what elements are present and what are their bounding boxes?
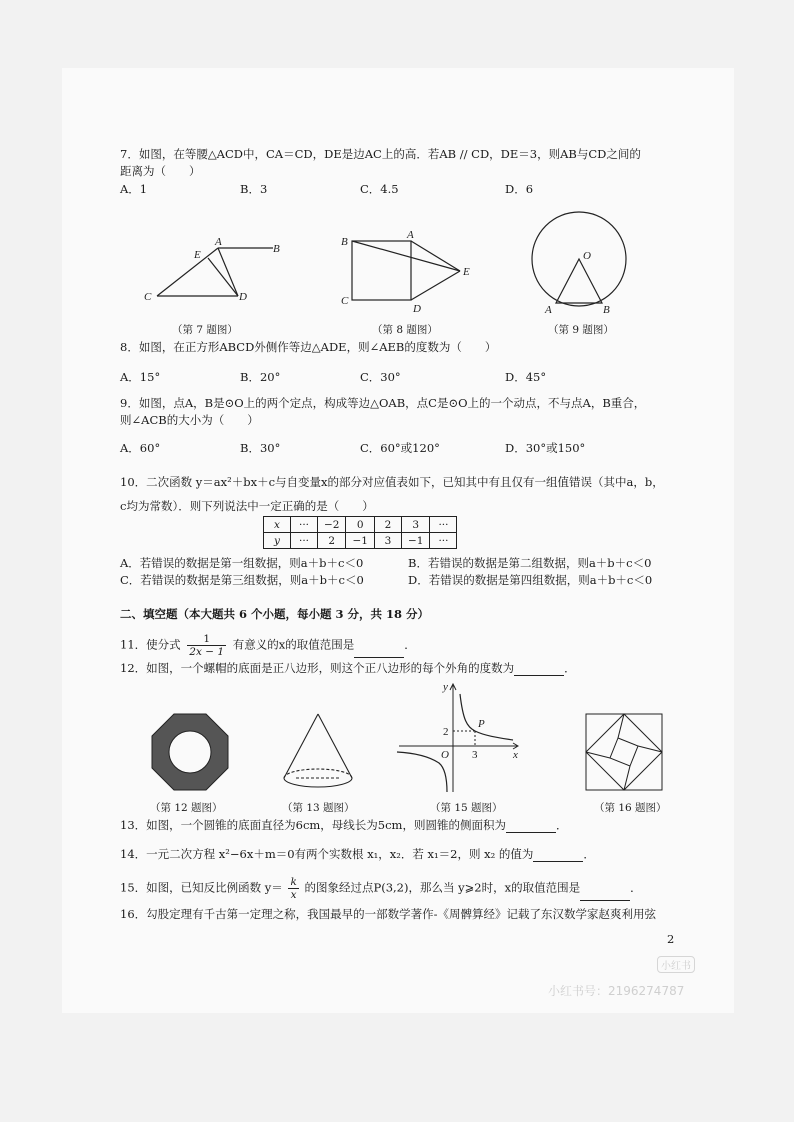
segment-be: [352, 241, 460, 271]
q9-option-c: C．60°或120°: [360, 441, 440, 455]
center-square: [610, 738, 638, 766]
q7-text-line2: 距离为（ ）: [120, 164, 201, 178]
q9-option-b: B．30°: [240, 441, 281, 455]
q10-option-b: B．若错误的数据是第二组数据，则a＋b＋c＜0: [408, 556, 652, 570]
inner-circle: [169, 731, 211, 773]
table-cell: 3: [374, 533, 401, 549]
table-cell: −1: [346, 533, 374, 549]
figure-15: [395, 680, 525, 798]
cone-base-front: [284, 778, 352, 787]
segment-ae: [411, 241, 460, 271]
q12-text: [120, 661, 576, 676]
q15-prefix: 15．如图，已知反比例函数 y＝: [120, 880, 283, 895]
q15-fraction: [288, 876, 298, 901]
q10-text-line1: 10．二次函数 y＝ax²＋bx＋c与自变量x的部分对应值表如下，已知其中有且仅有一组值错误（其中a，b，: [120, 475, 664, 489]
q13-body: 13．如图，一个圆锥的底面直径为6cm，母线长为5cm，则圆锥的侧面积为: [120, 818, 506, 832]
q11-fraction: [187, 633, 226, 658]
segment-de: [411, 271, 460, 300]
fig12-caption: （第 12 题图）: [150, 802, 223, 814]
table-cell: 3: [401, 517, 429, 533]
figure-13: [278, 710, 358, 796]
inner-square: [586, 714, 662, 790]
q8-option-b: B．20°: [240, 370, 281, 384]
q7-option-a: A．1: [120, 182, 148, 196]
q12-body: 12．如图，一个螺帽的底面是正八边形，则这个正八边形的每个外角的度数为: [120, 661, 515, 675]
fig15-label-2: 2: [443, 726, 449, 738]
q10-option-d: D．若错误的数据是第四组数据，则a＋b＋c＜0: [408, 573, 653, 587]
outer-square: [586, 714, 662, 790]
fig15-caption: （第 15 题图）: [430, 802, 503, 814]
fig9-label-o: O: [583, 250, 591, 262]
cone-base-back: [284, 769, 352, 778]
q8-option-a: A．15°: [120, 370, 161, 384]
table-cell: 2: [374, 517, 401, 533]
q12-answer-blank[interactable]: [514, 664, 564, 676]
watermark-badge: 小红书: [657, 956, 695, 973]
fig15-label-x: x: [513, 749, 518, 761]
q9-option-d: D．30°或150°: [505, 441, 586, 455]
q11-text: [120, 633, 416, 658]
figure-12: [150, 712, 230, 792]
segment-de: [208, 258, 238, 296]
q8-option-d: D．45°: [505, 370, 547, 384]
fig8-label-a: A: [407, 229, 414, 241]
fig8-label-e: E: [463, 266, 470, 278]
fig7-label-c: C: [144, 291, 152, 303]
table-cell: y: [264, 533, 291, 549]
q13-end: ．: [555, 818, 568, 832]
segment-ad: [218, 248, 238, 296]
cone-left-side: [284, 714, 318, 778]
fig15-label-p: P: [478, 718, 485, 730]
q15-suffix: 的图象经过点P(3,2)，那么当 y⩾2时，x的取值范围是: [304, 880, 581, 895]
q15-answer-blank[interactable]: [580, 889, 630, 901]
square-abcd: [352, 241, 411, 300]
fig7-label-b: B: [273, 243, 280, 255]
fig7-label-e: E: [194, 249, 201, 261]
table-row-y: [264, 533, 457, 549]
fig7-label-d: D: [239, 291, 247, 303]
fig8-caption: （第 8 题图）: [372, 324, 438, 336]
table-row-x: [264, 517, 457, 533]
q10-option-a: A．若错误的数据是第一组数据，则a＋b＋c＜0: [120, 556, 364, 570]
q8-option-c: C．30°: [360, 370, 401, 384]
table-cell: 2: [318, 533, 346, 549]
q13-answer-blank[interactable]: [506, 821, 556, 833]
q9-text-line1: 9．如图，点A，B是⊙O上的两个定点，构成等边△OAB，点C是⊙O上的一个动点，不与点A，B重合，: [120, 396, 646, 410]
fig7-label-a: A: [215, 236, 222, 248]
q13-text: [120, 818, 567, 833]
figure-7: [140, 236, 290, 306]
watermark-text: 小红书号：2196274787: [548, 984, 685, 998]
q11-suffix: 有意义的x的取值范围是: [232, 637, 355, 652]
table-cell: −1: [401, 533, 429, 549]
hyperbola-branch-1: [460, 694, 513, 740]
q14-answer-blank[interactable]: [533, 850, 583, 862]
figure-16: [584, 712, 664, 792]
table-cell: ···: [291, 517, 318, 533]
q10-value-table: [263, 516, 457, 549]
fig9-label-b: B: [603, 304, 610, 316]
q10-text-line2: c均为常数）．则下列说法中一定正确的是（ ）: [120, 499, 374, 513]
figure-8: [338, 228, 478, 318]
q14-text: [120, 847, 595, 862]
q11-numerator: 1: [187, 633, 226, 646]
q11-denominator: 2x − 1: [189, 646, 225, 658]
fig9-caption: （第 9 题图）: [548, 324, 614, 336]
fig9-label-a: A: [545, 304, 552, 316]
fig16-caption: （第 16 题图）: [594, 802, 667, 814]
q9-text-line2: 则∠ACB的大小为（ ）: [120, 413, 259, 427]
q7-option-d: D．6: [505, 182, 534, 196]
fig15-label-y: y: [443, 681, 448, 693]
fig7-caption: （第 7 题图）: [172, 324, 238, 336]
table-cell: 0: [346, 517, 374, 533]
cone-right-side: [318, 714, 352, 778]
fig15-label-o: O: [441, 749, 449, 761]
page-number: 2: [667, 932, 675, 946]
q16-text: 16．勾股定理有千古第一定理之称，我国最早的一部数学著作-《周髀算经》记载了东汉数学家赵爽利用弦: [120, 907, 657, 921]
q11-end: ．: [404, 637, 416, 652]
q14-body: 14．一元二次方程 x²−6x＋m＝0有两个实数根 x₁，x₂．若 x₁＝2，则 x₂ 的值为: [120, 847, 534, 861]
section-2-heading: 二、填空题（本大题共 6 个小题，每小题 3 分，共 18 分）: [120, 607, 430, 621]
q12-end: ．: [564, 661, 576, 675]
table-cell: −2: [318, 517, 346, 533]
fig8-label-d: D: [413, 303, 421, 315]
table-cell: ···: [430, 533, 457, 549]
q7-text-line1: 7．如图，在等腰△ACD中，CA＝CD，DE是边AC上的高．若AB // CD，DE＝3，则AB与CD之间的: [120, 147, 641, 161]
q15-numerator: k: [290, 876, 297, 888]
table-cell: ···: [291, 533, 318, 549]
fig8-label-c: C: [341, 295, 349, 307]
fig15-label-3: 3: [472, 749, 478, 761]
q11-answer-blank[interactable]: [354, 646, 404, 658]
q10-option-c: C．若错误的数据是第三组数据，则a＋b＋c＜0: [120, 573, 364, 587]
table-cell: x: [264, 517, 291, 533]
q15-end: ．: [630, 880, 642, 895]
segment-ca: [157, 248, 218, 296]
triangle-oab: [556, 259, 602, 303]
fig8-label-b: B: [341, 236, 348, 248]
q14-end: ．: [583, 847, 595, 861]
q9-option-a: A．60°: [120, 441, 161, 455]
table-cell: ···: [430, 517, 457, 533]
q7-option-b: B．3: [240, 182, 268, 196]
q11-prefix: 11．使分式: [120, 637, 181, 652]
figure-9: [525, 209, 635, 319]
q8-text: 8．如图，在正方形ABCD外侧作等边△ADE，则∠AEB的度数为（ ）: [120, 340, 497, 354]
q15-text: [120, 876, 642, 901]
q7-option-c: C．4.5: [360, 182, 399, 196]
hyperbola-branch-3: [397, 752, 447, 792]
q15-denominator: x: [290, 889, 297, 901]
fig13-caption: （第 13 题图）: [282, 802, 355, 814]
